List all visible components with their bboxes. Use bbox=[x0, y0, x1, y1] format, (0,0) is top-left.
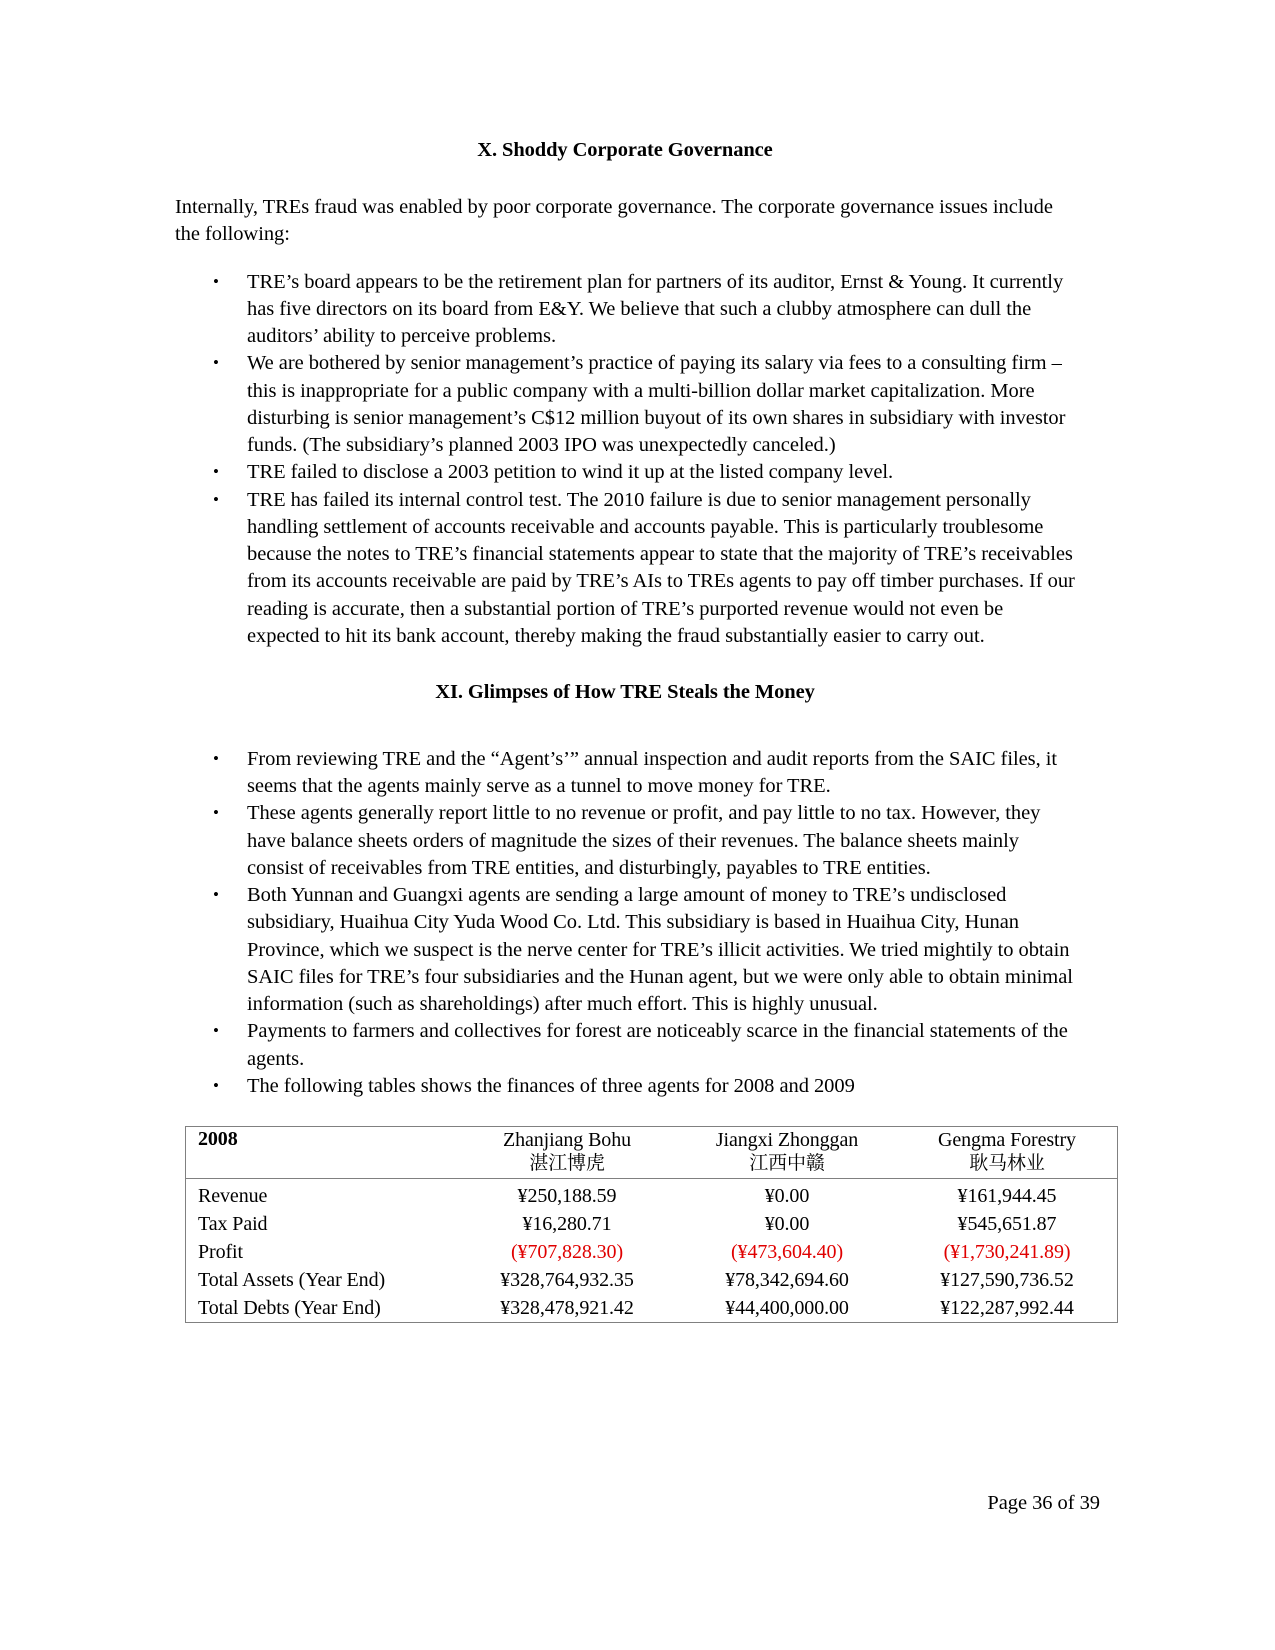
table-company-header-2 bbox=[897, 1127, 1118, 1179]
cell-value: ¥250,188.59 bbox=[517, 1185, 617, 1208]
page-footer: Page 36 of 39 bbox=[987, 1492, 1100, 1514]
company-name-cn: 湛江博虎 bbox=[529, 1152, 605, 1175]
company-name-cn: 耿马林业 bbox=[969, 1152, 1045, 1175]
cell-value: ¥44,400,000.00 bbox=[725, 1297, 849, 1320]
table-row bbox=[186, 1294, 1118, 1323]
cell-value: ¥0.00 bbox=[764, 1185, 810, 1208]
section-x-intro-paragraph: Internally, TREs fraud was enabled by poor corporate governance. The corporate governance issues include the following: bbox=[175, 195, 1053, 245]
row-label: Revenue bbox=[198, 1185, 268, 1208]
table-company-header-1 bbox=[677, 1127, 897, 1179]
list-item: • We are bothered by senior management’s practice of paying its salary via fees to a consulting firm – this is inappropriate for a public company with a multi-billion dollar market capitalization. More disturbing is senior management’s C$12 million buyout of its own shares in subsidiary with investor funds. (The subsidiary’s planned 2003 IPO was unexpectedly canceled.) bbox=[175, 350, 1075, 459]
table-row bbox=[186, 1210, 1118, 1238]
row-label: Profit bbox=[198, 1241, 243, 1264]
cell-value: ¥16,280.71 bbox=[522, 1213, 612, 1236]
company-name-en: Zhanjiang Bohu bbox=[502, 1129, 632, 1152]
cell-value: (¥1,730,241.89) bbox=[943, 1241, 1071, 1264]
cell-value: (¥473,604.40) bbox=[730, 1241, 844, 1264]
table-row bbox=[186, 1238, 1118, 1266]
list-item: • The following tables shows the finances of three agents for 2008 and 2009 bbox=[175, 1073, 1075, 1100]
list-item: • TRE failed to disclose a 2003 petition to wind it up at the listed company level. bbox=[175, 459, 1075, 486]
row-label: Tax Paid bbox=[198, 1213, 268, 1236]
page-content bbox=[175, 138, 1075, 1323]
list-item: • Payments to farmers and collectives for forest are noticeably scarce in the financial statements of the agents. bbox=[175, 1018, 1075, 1073]
list-item: • These agents generally report little to no revenue or profit, and pay little to no tax. However, they have balance sheets orders of magnitude the sizes of their revenues. The balance sheets mainly consist of receivables from TRE entities, and disturbingly, payables to TRE entities. bbox=[175, 800, 1075, 882]
cell-value: ¥161,944.45 bbox=[957, 1185, 1057, 1208]
section-x-bullet-list bbox=[175, 269, 1075, 651]
list-item: • TRE has failed its internal control test. The 2010 failure is due to senior management personally handling settlement of accounts receivable and accounts payable. This is particularly troublesome because the notes to TRE’s financial statements appear to state that the majority of TRE’s receivables from its accounts receivable are paid by TRE’s AIs to TREs agents to pay off timber purchases. If our reading is accurate, then a substantial portion of TRE’s purported revenue would not even be expected to hit its bank account, thereby making the fraud substantially easier to carry out. bbox=[175, 487, 1075, 651]
table-company-header-0 bbox=[457, 1127, 677, 1179]
finance-table-container bbox=[175, 1126, 1075, 1323]
section-xi-bullet-list bbox=[175, 746, 1075, 1100]
section-xi-heading: XI. Glimpses of How TRE Steals the Money bbox=[435, 681, 815, 704]
cell-value: ¥328,764,932.35 bbox=[500, 1269, 634, 1292]
table-head bbox=[186, 1127, 1118, 1179]
cell-value: ¥328,478,921.42 bbox=[500, 1297, 634, 1320]
table-row bbox=[186, 1179, 1118, 1211]
cell-value: (¥707,828.30) bbox=[510, 1241, 624, 1264]
company-name-en: Jiangxi Zhonggan bbox=[715, 1129, 859, 1152]
cell-value: ¥78,342,694.60 bbox=[725, 1269, 849, 1292]
cell-value: ¥127,590,736.52 bbox=[940, 1269, 1074, 1292]
table-year-header: 2008 bbox=[186, 1127, 458, 1179]
company-name-cn: 江西中赣 bbox=[749, 1152, 825, 1175]
row-label: Total Assets (Year End) bbox=[198, 1269, 386, 1292]
table-header-row bbox=[186, 1127, 1118, 1179]
cell-value: ¥122,287,992.44 bbox=[940, 1297, 1074, 1320]
list-item: • From reviewing TRE and the “Agent’s’” annual inspection and audit reports from the SAIC files, it seems that the agents mainly serve as a tunnel to move money for TRE. bbox=[175, 746, 1075, 801]
company-name-en: Gengma Forestry bbox=[938, 1129, 1076, 1152]
cell-value: ¥0.00 bbox=[764, 1213, 810, 1236]
table-row bbox=[186, 1266, 1118, 1294]
agent-finances-table bbox=[185, 1126, 1118, 1323]
table-body bbox=[186, 1179, 1118, 1323]
row-label: Total Debts (Year End) bbox=[198, 1297, 381, 1320]
section-x-heading: X. Shoddy Corporate Governance bbox=[477, 139, 773, 161]
list-item: • Both Yunnan and Guangxi agents are sending a large amount of money to TRE’s undisclosed subsidiary, Huaihua City Yuda Wood Co. Ltd. This subsidiary is based in Huaihua City, Hunan Province, which we suspect is the nerve center for TRE’s illicit activities. We tried mightily to obtain SAIC files for TRE’s four subsidiaries and the Hunan agent, but we were only able to obtain minimal information (such as shareholdings) after much effort. This is highly unusual. bbox=[175, 882, 1075, 1018]
list-item: • TRE’s board appears to be the retirement plan for partners of its auditor, Ernst & Young. It currently has five directors on its board from E&Y. We believe that such a clubby atmosphere can dull the auditors’ ability to perceive problems. bbox=[175, 269, 1075, 351]
cell-value: ¥545,651.87 bbox=[957, 1213, 1057, 1236]
